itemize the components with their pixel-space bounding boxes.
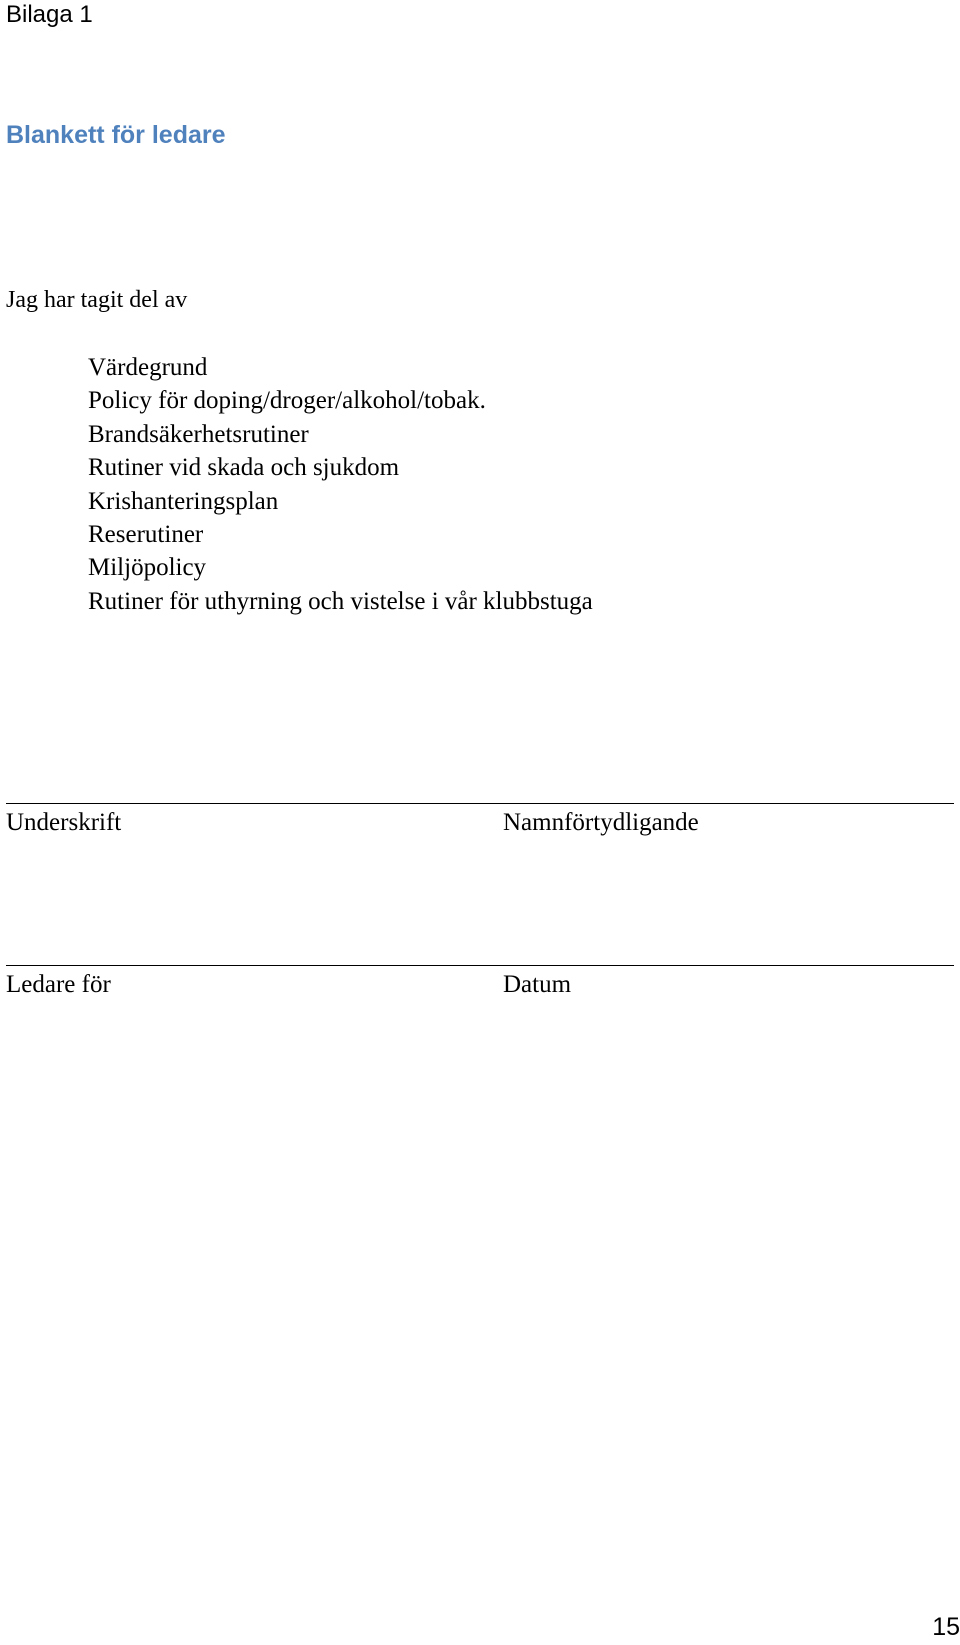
checklist (88, 351, 593, 618)
signature-label: Underskrift (6, 809, 122, 836)
checklist-item: Rutiner för uthyrning och vistelse i vår klubbstuga (88, 587, 593, 615)
signature-line (6, 803, 954, 804)
checklist-item: Reserutiner (88, 520, 204, 548)
header-label: Bilaga 1 (6, 1, 93, 28)
form-title: Blankett för ledare (6, 121, 226, 149)
checklist-item: Värdegrund (88, 354, 208, 381)
date-label: Datum (503, 971, 572, 998)
intro-text: Jag har tagit del av (6, 287, 188, 313)
leader-date-line (6, 965, 954, 966)
checklist-item: Policy för doping/droger/alkohol/tobak. (88, 387, 486, 415)
page-number: 15 (932, 1613, 960, 1641)
checklist-item: Rutiner vid skada och sjukdom (88, 454, 400, 482)
leader-for-label: Ledare för (6, 971, 111, 998)
name-clarification-label: Namnförtydligande (503, 809, 699, 836)
checklist-item: Krishanteringsplan (88, 487, 279, 515)
checklist-item: Miljöpolicy (88, 554, 207, 582)
checklist-item: Brandsäkerhetsrutiner (88, 420, 309, 448)
